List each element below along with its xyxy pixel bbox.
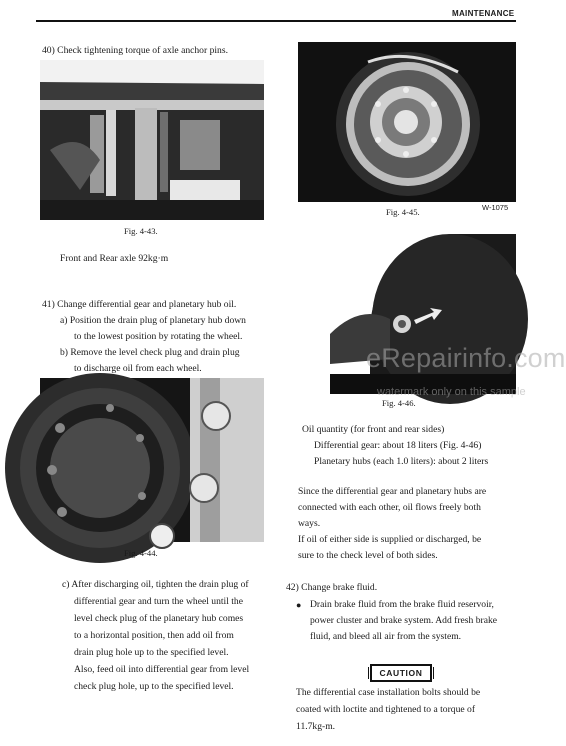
note-line1: Since the differential gear and planetary hubs are bbox=[298, 486, 487, 497]
figure-4-45-photo bbox=[298, 42, 516, 202]
figure-4-46-caption: Fig. 4-46. bbox=[382, 398, 416, 408]
oil-quantity-differential: Differential gear: about 18 liters (Fig. 4-46) bbox=[314, 440, 482, 451]
figure-4-45-caption: Fig. 4-45. bbox=[386, 207, 420, 217]
caution-badge bbox=[370, 664, 432, 682]
step-41a-line1: a) Position the drain plug of planetary hub down bbox=[60, 315, 246, 326]
header-rule bbox=[36, 20, 516, 22]
step-41c-line6: Also, feed oil into differential gear from level bbox=[74, 664, 250, 675]
watermark-note: watermark only on this sample bbox=[377, 386, 526, 398]
step-41c-line5: drain plug hole up to the specified level. bbox=[74, 647, 229, 658]
note-line5: sure to the check level of both sides. bbox=[298, 550, 438, 561]
step-42-line2: power cluster and brake system. Add fresh brake bbox=[310, 615, 498, 626]
section-title: MAINTENANCE bbox=[452, 9, 515, 18]
step-41b-line1: b) Remove the level check plug and drain plug bbox=[60, 347, 240, 358]
watermark-logo: eRepairinfo.com bbox=[366, 343, 566, 373]
figure-4-44-caption: Fig. 4-44. bbox=[124, 548, 158, 558]
step-41a-line2: to the lowest position by rotating the wheel. bbox=[74, 331, 243, 342]
torque-spec: Front and Rear axle 92kg·m bbox=[60, 253, 169, 264]
step-41c-line4: to a horizontal position, then add oil from bbox=[74, 630, 234, 641]
note-line4: If oil of either side is supplied or discharged, be bbox=[298, 534, 482, 545]
oil-quantity-hubs: Planetary hubs (each 1.0 liters): about 2 liters bbox=[314, 456, 489, 467]
caution-label: CAUTION bbox=[379, 668, 423, 678]
step-41c-line1: c) After discharging oil, tighten the drain plug of bbox=[62, 579, 249, 590]
step-42-line1: Drain brake fluid from the brake fluid reservoir, bbox=[310, 599, 494, 610]
oil-quantity-title: Oil quantity (for front and rear sides) bbox=[302, 424, 445, 435]
note-line3: ways. bbox=[298, 518, 321, 529]
figure-4-44-photo bbox=[40, 378, 264, 542]
step-40: 40) Check tightening torque of axle anchor pins. bbox=[42, 45, 228, 56]
note-line2: connected with each other, oil flows freely both bbox=[298, 502, 481, 513]
step-42-title: 42) Change brake fluid. bbox=[286, 582, 378, 593]
bullet-icon: ● bbox=[296, 600, 302, 610]
caution-text-line1: The differential case installation bolts should be bbox=[296, 687, 481, 698]
step-41c-line2: differential gear and turn the wheel until the bbox=[74, 596, 243, 607]
caution-text-line2: coated with loctite and tightened to a torque of bbox=[296, 704, 476, 715]
step-42-line3: fluid, and bleed all air from the system. bbox=[310, 631, 462, 642]
figure-4-45-code: W-1075 bbox=[482, 203, 509, 212]
step-41c-line7: check plug hole, up to the specified level. bbox=[74, 681, 234, 692]
figure-4-43-photo bbox=[40, 60, 264, 220]
figure-4-43-caption: Fig. 4-43. bbox=[124, 226, 158, 236]
step-41b-line2: to discharge oil from each wheel. bbox=[74, 363, 202, 374]
caution-text-line3: 11.7kg-m. bbox=[296, 721, 336, 732]
step-41c-line3: level check plug of the planetary hub comes bbox=[74, 613, 244, 624]
step-41-title: 41) Change differential gear and planetary hub oil. bbox=[42, 299, 237, 310]
